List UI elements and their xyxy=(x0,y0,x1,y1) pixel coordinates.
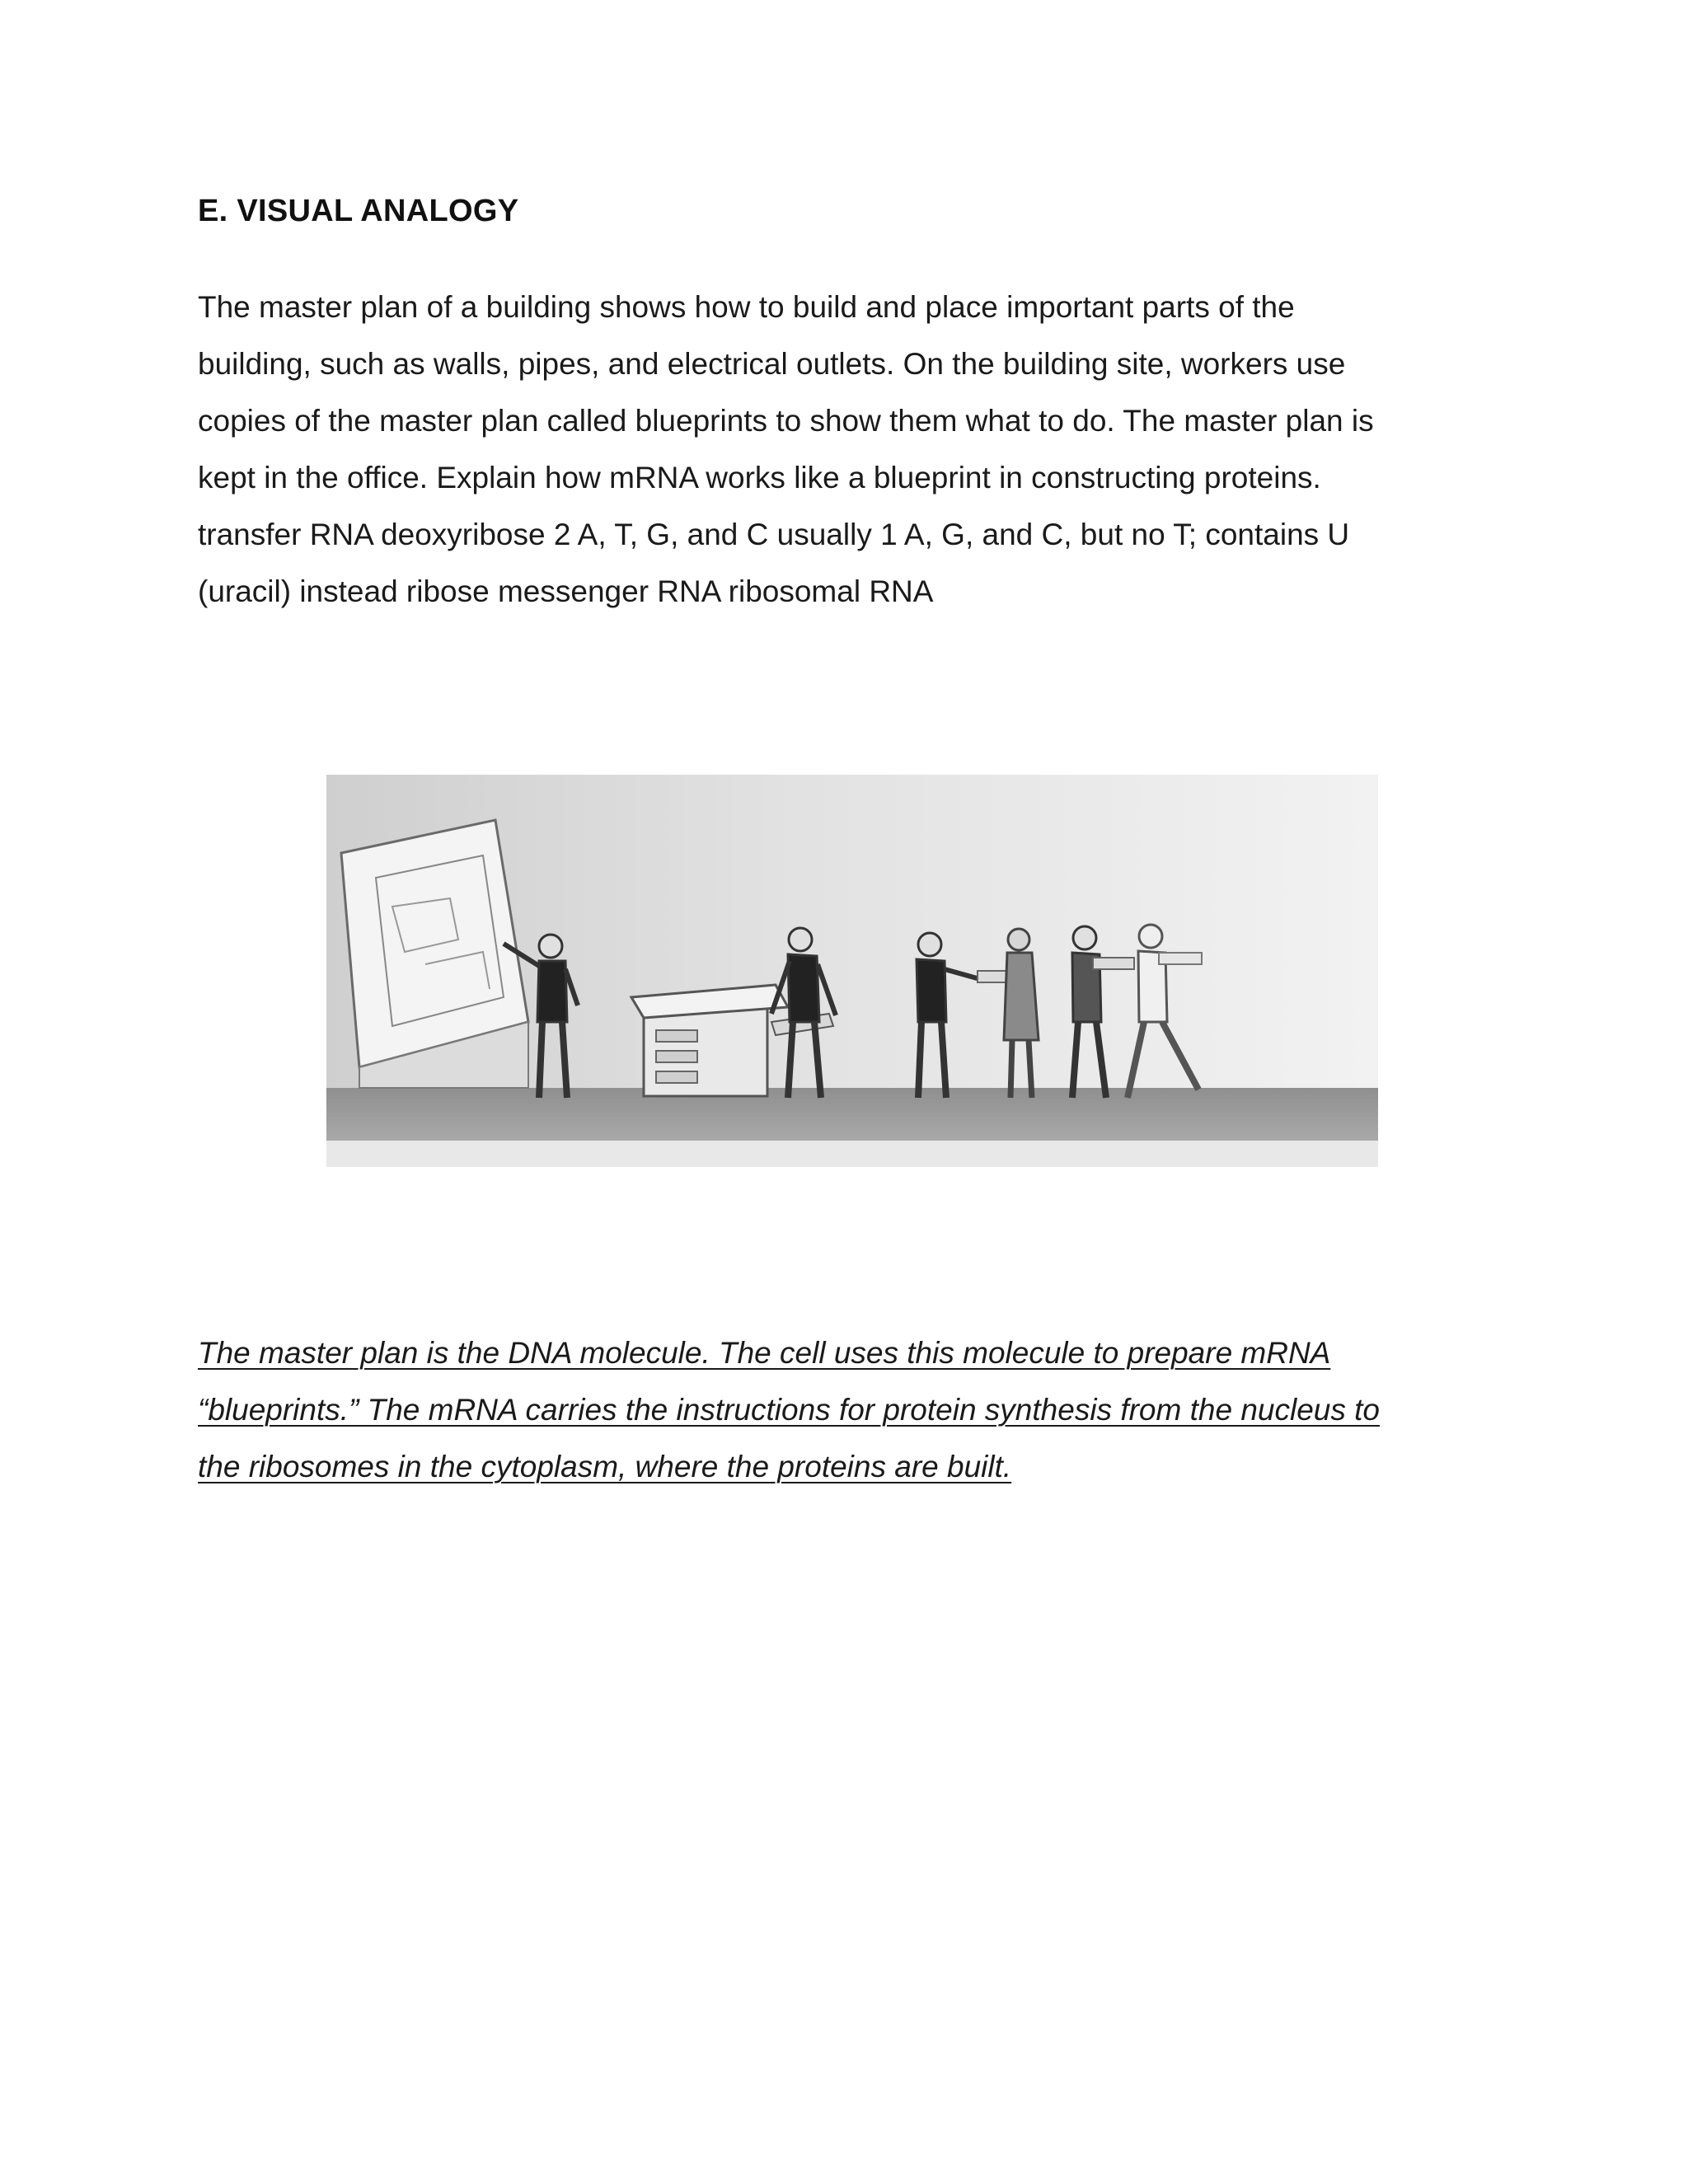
answer-paragraph xyxy=(198,1324,1550,1495)
prompt-line: kept in the office. Explain how mRNA works like a blueprint in constructing proteins. xyxy=(198,461,1321,494)
prompt-paragraph xyxy=(198,279,1550,620)
prompt-line: building, such as walls, pipes, and electrical outlets. On the building site, workers use xyxy=(198,347,1346,381)
master-plan-board xyxy=(341,820,528,1088)
prompt-line: The master plan of a building shows how to build and place important parts of the xyxy=(198,290,1295,324)
prompt-line: (uracil) instead ribose messenger RNA ribosomal RNA xyxy=(198,574,934,608)
section-heading: E. VISUAL ANALOGY xyxy=(198,194,519,228)
answer-line: “blueprints.” The mRNA carries the instructions for protein synthesis from the nucleus to xyxy=(198,1393,1380,1427)
answer-line: the ribosomes in the cytoplasm, where the proteins are built. xyxy=(198,1450,1012,1483)
prompt-line: copies of the master plan called blueprints to show them what to do. The master plan is xyxy=(198,404,1374,438)
blueprint-analogy-illustration xyxy=(326,775,1378,1167)
answer-line: The master plan is the DNA molecule. The cell uses this molecule to prepare mRNA xyxy=(198,1336,1331,1370)
prompt-line: transfer RNA deoxyribose 2 A, T, G, and C usually 1 A, G, and C, but no T; contains U xyxy=(198,518,1350,551)
